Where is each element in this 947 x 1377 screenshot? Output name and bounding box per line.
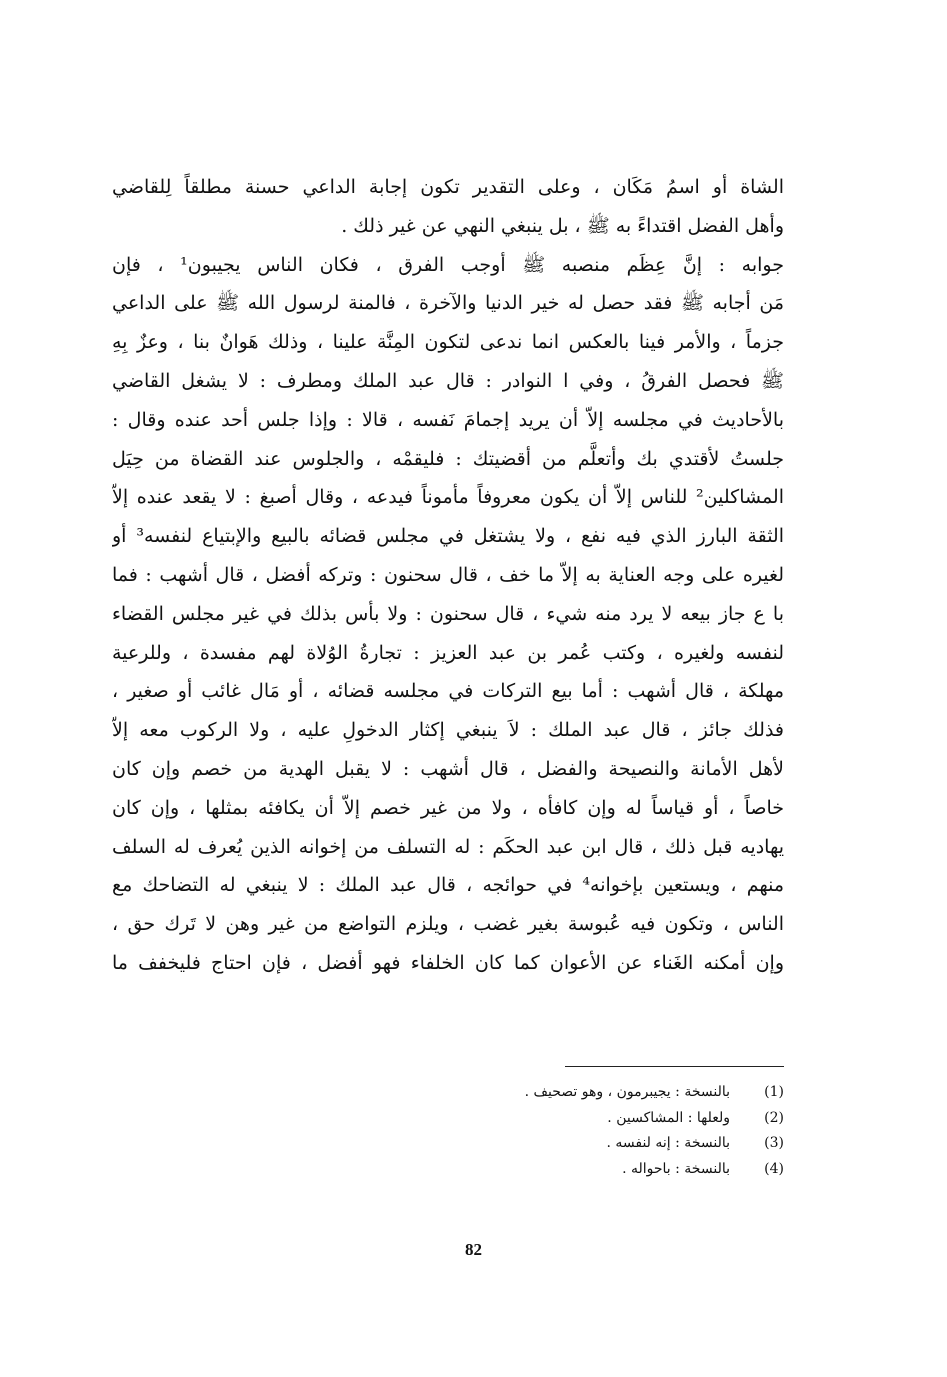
text-line: وإن أمكنه الغَناء عن الأعوان كما كان الخلفاء فهو أفضل ، فإن احتاج فليخفف ما (112, 951, 784, 974)
text-line: جلستُ لأقتدي بك وأتعلَّم من أقضيتك : فليقمْه ، والجلوس عند القضاة من حِيَل (112, 447, 784, 470)
footnote-number: (1) (764, 1084, 784, 1100)
text-line: وأهل الفضل اقتداءً به ﷺ ، بل ينبغي النهي عن غير ذلك . (341, 214, 784, 237)
footnote-separator (565, 1066, 784, 1067)
footnote-text: ولعلها : المشاكسين . (607, 1109, 730, 1126)
text-line: فذلك جائز ، قال عبد الملك : لاَ ينبغي إكثار الدخولِ عليه ، ولا الركوب معه إلاّ (112, 719, 784, 742)
text-line: منهم ، ويستعين بإخوانه⁴ في حوائجه ، قال عبد الملك : لا ينبغي له التضاحك مع (112, 874, 784, 897)
footnote-item (400, 1131, 784, 1157)
footnote-text: بالنسخة : باحواله . (622, 1160, 730, 1177)
text-line: الشاة أو اسمُ مَكَان ، وعلى التقدير تكون إجابة الداعي حسنة مطلقاً لِلقاضي (112, 176, 784, 198)
text-line: لأهل الأمانة والنصيحة والفضل ، قال أشهب : لا يقبل الهدية من خصم وإن كان (112, 757, 784, 780)
text-line: الثقة البارز الذي فيه نفع ، ولا يشتغل في مجلس قضائه بالبيع والإبتياع لنفسه³ أو (112, 525, 784, 548)
text-line: مَن أجابه ﷺ فقد حصل له خير الدنيا والآخرة ، فالمنة لرسول الله ﷺ على الداعي (112, 292, 784, 315)
main-text-block (112, 168, 784, 983)
page-number: 82 (465, 1240, 482, 1259)
text-line: الناس ، وتكون فيه عُبوسة بغير غضب ، ويلزم التواضع من غير وهن لا تَرك حق ، (112, 913, 784, 936)
footnote-number: (3) (764, 1135, 784, 1151)
text-line: المشاكلين² للناس إلاّ أن يكون معروفاً مأموناً فيدعه ، وقال أصبغ : لا يقعد عنده إلاّ (112, 486, 784, 509)
footnote-number: (4) (764, 1160, 784, 1177)
footnote-item (400, 1157, 784, 1183)
text-line: لنفسه ولغيره ، وكتب عُمر بن عبد العزيز : تجارةُ الوُلاة لهم مفسدة ، وللرعية (112, 641, 784, 664)
text-line: بالأحاديث في مجلسه إلاّ أن يريد إجمامَ نَفسه ، قالا : وإذا جلس أحد عنده وقال : (112, 408, 784, 431)
footnote-text: بالنسخة : إنه لنفسه . (606, 1135, 730, 1151)
footnote-item (400, 1106, 784, 1132)
footnotes (400, 1080, 784, 1182)
text-line: ﷺ فحصل الفرقُ ، وفي ا النوادر : قال عبد الملك ومطرف : لا يشغل القاضي (112, 369, 784, 392)
text-line: با ع جاز بيعه لا يرد منه شيء ، قال سحنون : ولا بأس بذلك في غير مجلس القضاء (112, 602, 784, 625)
text-line: جزماً ، والأمر فينا بالعكس انما ندعى لتكون المِنَّة علينا ، وذلك هَوانٌ بنا ، وعزٌ بِهِ (112, 331, 784, 354)
footnote-number: (2) (764, 1109, 784, 1126)
text-line: يهاديه قبل ذلك ، قال ابن عبد الحكَم : له التسلف من إخوانه الذين يُعرف له السلف (112, 835, 784, 858)
footnote-item (400, 1080, 784, 1106)
text-line: خاصاً ، أو قياساً له وإن كافأه ، ولا من غير خصم إلاّ أن يكافئه بمثلها ، وإن كان (112, 796, 784, 819)
footnote-text: بالنسخة : يجيبرمون ، وهو تصحيف . (524, 1084, 730, 1100)
text-line: جوابه : إنَّ عِظَم منصبه ﷺ أوجب الفرق ، فكان الناس يجيبون¹ ، فإن (112, 253, 784, 276)
text-line: لغيره على وجه العناية به إلاّ ما خف ، قال سحنون : وتركه أفضل ، قال أشهب : فما (112, 563, 784, 586)
text-line: مهلكة ، قال أشهب : أما بيع التركات في مجلسه قضائه ، أو مَال غائب أو صغير ، (112, 680, 784, 703)
